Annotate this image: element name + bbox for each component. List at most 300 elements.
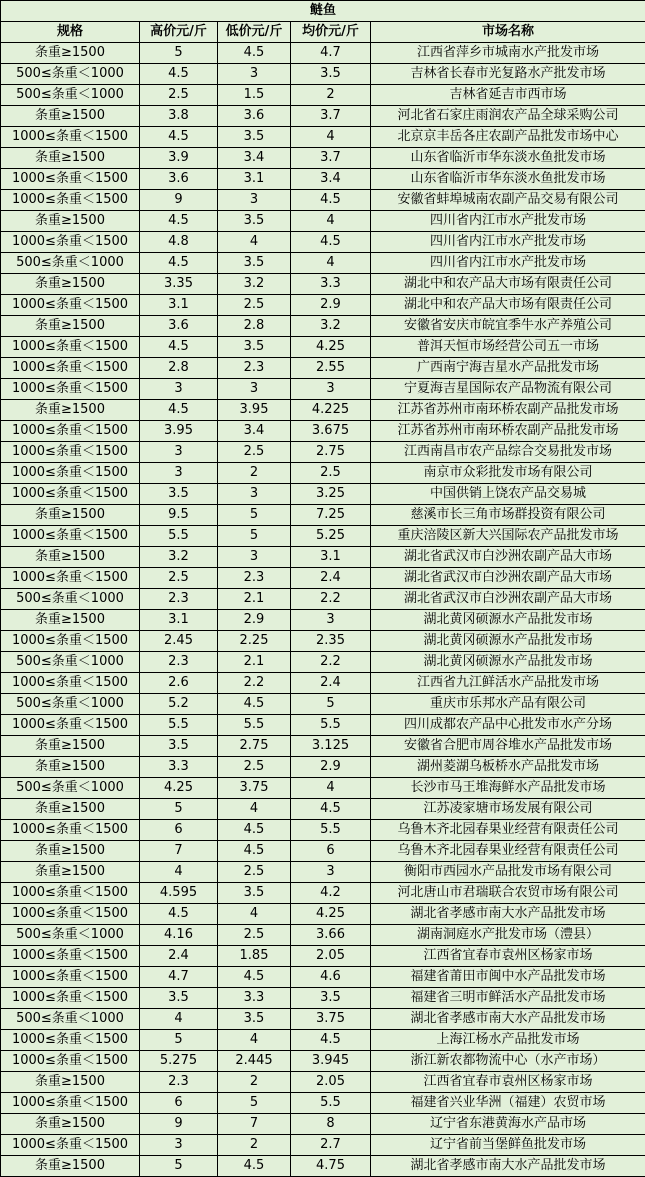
cell-spec: 条重≥1500 bbox=[1, 316, 140, 337]
table-row bbox=[1, 274, 645, 295]
cell-low-price: 5.5 bbox=[218, 715, 291, 736]
cell-high-price: 3.5 bbox=[140, 988, 218, 1009]
cell-high-price: 2.4 bbox=[140, 946, 218, 967]
cell-spec: 500≤条重＜1000 bbox=[1, 778, 140, 799]
cell-low-price: 3.4 bbox=[218, 421, 291, 442]
cell-spec: 500≤条重＜1000 bbox=[1, 589, 140, 610]
cell-market-name: 重庆涪陵区新大兴国际农产品批发市场 bbox=[371, 526, 645, 547]
table-row bbox=[1, 148, 645, 169]
table-row bbox=[1, 505, 645, 526]
cell-avg-price: 4 bbox=[291, 253, 371, 274]
cell-high-price: 6 bbox=[140, 1093, 218, 1114]
table-row bbox=[1, 463, 645, 484]
table-row bbox=[1, 652, 645, 673]
table-row bbox=[1, 862, 645, 883]
table-row bbox=[1, 43, 645, 64]
cell-spec: 1000≤条重＜1500 bbox=[1, 484, 140, 505]
cell-low-price: 5 bbox=[218, 1093, 291, 1114]
cell-low-price: 4 bbox=[218, 904, 291, 925]
cell-spec: 条重≥1500 bbox=[1, 1156, 140, 1177]
cell-market-name: 江西省萍乡市城南水产批发市场 bbox=[371, 43, 645, 64]
cell-market-name: 四川省内江市水产批发市场 bbox=[371, 211, 645, 232]
table-row bbox=[1, 1114, 645, 1135]
cell-low-price: 3 bbox=[218, 484, 291, 505]
cell-avg-price: 5.25 bbox=[291, 526, 371, 547]
cell-low-price: 2 bbox=[218, 1072, 291, 1093]
cell-market-name: 湖北黄冈硕源水产品批发市场 bbox=[371, 610, 645, 631]
cell-spec: 条重≥1500 bbox=[1, 547, 140, 568]
cell-avg-price: 2.5 bbox=[291, 463, 371, 484]
cell-spec: 1000≤条重＜1500 bbox=[1, 988, 140, 1009]
cell-avg-price: 4.25 bbox=[291, 904, 371, 925]
cell-high-price: 3.9 bbox=[140, 148, 218, 169]
table-row bbox=[1, 547, 645, 568]
table-row bbox=[1, 1051, 645, 1072]
cell-low-price: 3.2 bbox=[218, 274, 291, 295]
table-row bbox=[1, 1156, 645, 1177]
header-spec: 规格 bbox=[1, 22, 140, 43]
table-row bbox=[1, 988, 645, 1009]
cell-avg-price: 3.5 bbox=[291, 64, 371, 85]
cell-high-price: 4.5 bbox=[140, 127, 218, 148]
cell-market-name: 湖北省武汉市白沙洲农副产品大市场 bbox=[371, 547, 645, 568]
cell-spec: 条重≥1500 bbox=[1, 211, 140, 232]
cell-high-price: 3.35 bbox=[140, 274, 218, 295]
cell-spec: 1000≤条重＜1500 bbox=[1, 526, 140, 547]
cell-low-price: 2.5 bbox=[218, 757, 291, 778]
cell-market-name: 河北唐山市君瑞联合农贸市场有限公司 bbox=[371, 883, 645, 904]
cell-market-name: 福建省兴业华洲（福建）农贸市场 bbox=[371, 1093, 645, 1114]
cell-high-price: 4.5 bbox=[140, 211, 218, 232]
cell-low-price: 2.1 bbox=[218, 589, 291, 610]
cell-market-name: 四川成都农产品中心批发市水产分场 bbox=[371, 715, 645, 736]
cell-high-price: 5.5 bbox=[140, 715, 218, 736]
cell-spec: 1000≤条重＜1500 bbox=[1, 631, 140, 652]
cell-low-price: 2.75 bbox=[218, 736, 291, 757]
cell-high-price: 4.5 bbox=[140, 400, 218, 421]
title-row bbox=[1, 1, 645, 22]
cell-spec: 500≤条重＜1000 bbox=[1, 652, 140, 673]
cell-low-price: 4 bbox=[218, 232, 291, 253]
cell-low-price: 3.5 bbox=[218, 127, 291, 148]
cell-avg-price: 2.9 bbox=[291, 295, 371, 316]
cell-market-name: 湖州菱湖乌板桥水产品批发市场 bbox=[371, 757, 645, 778]
table-row bbox=[1, 1093, 645, 1114]
cell-spec: 1000≤条重＜1500 bbox=[1, 1093, 140, 1114]
table-row bbox=[1, 442, 645, 463]
cell-market-name: 湖北中和农产品大市场有限责任公司 bbox=[371, 274, 645, 295]
cell-high-price: 2.3 bbox=[140, 1072, 218, 1093]
cell-low-price: 2.3 bbox=[218, 358, 291, 379]
cell-high-price: 9 bbox=[140, 190, 218, 211]
cell-avg-price: 6 bbox=[291, 841, 371, 862]
cell-spec: 1000≤条重＜1500 bbox=[1, 463, 140, 484]
cell-low-price: 3.5 bbox=[218, 337, 291, 358]
cell-high-price: 5.5 bbox=[140, 526, 218, 547]
cell-market-name: 湖南洞庭水产批发市场（澧县） bbox=[371, 925, 645, 946]
cell-spec: 条重≥1500 bbox=[1, 799, 140, 820]
table-row bbox=[1, 358, 645, 379]
cell-spec: 1000≤条重＜1500 bbox=[1, 169, 140, 190]
cell-market-name: 长沙市马王堆海鲜水产品批发市场 bbox=[371, 778, 645, 799]
cell-spec: 1000≤条重＜1500 bbox=[1, 190, 140, 211]
cell-avg-price: 4.6 bbox=[291, 967, 371, 988]
cell-spec: 500≤条重＜1000 bbox=[1, 694, 140, 715]
cell-spec: 500≤条重＜1000 bbox=[1, 253, 140, 274]
cell-spec: 1000≤条重＜1500 bbox=[1, 946, 140, 967]
cell-low-price: 2.5 bbox=[218, 925, 291, 946]
table-row bbox=[1, 1072, 645, 1093]
cell-high-price: 7 bbox=[140, 841, 218, 862]
cell-avg-price: 3.7 bbox=[291, 148, 371, 169]
cell-spec: 500≤条重＜1000 bbox=[1, 85, 140, 106]
cell-spec: 1000≤条重＜1500 bbox=[1, 904, 140, 925]
cell-low-price: 3.3 bbox=[218, 988, 291, 1009]
cell-avg-price: 5.5 bbox=[291, 820, 371, 841]
cell-avg-price: 4.2 bbox=[291, 883, 371, 904]
cell-spec: 1000≤条重＜1500 bbox=[1, 337, 140, 358]
table-row bbox=[1, 421, 645, 442]
cell-low-price: 2.9 bbox=[218, 610, 291, 631]
cell-spec: 条重≥1500 bbox=[1, 274, 140, 295]
cell-avg-price: 5.5 bbox=[291, 1093, 371, 1114]
cell-spec: 条重≥1500 bbox=[1, 400, 140, 421]
cell-low-price: 2.25 bbox=[218, 631, 291, 652]
table-row bbox=[1, 295, 645, 316]
cell-market-name: 湖北黄冈硕源水产品批发市场 bbox=[371, 652, 645, 673]
cell-avg-price: 2.7 bbox=[291, 1135, 371, 1156]
cell-low-price: 4.5 bbox=[218, 694, 291, 715]
cell-high-price: 5.275 bbox=[140, 1051, 218, 1072]
cell-low-price: 5 bbox=[218, 526, 291, 547]
cell-market-name: 福建省莆田市闽中水产品批发市场 bbox=[371, 967, 645, 988]
cell-avg-price: 4 bbox=[291, 211, 371, 232]
cell-market-name: 吉林省延吉市西市场 bbox=[371, 85, 645, 106]
cell-low-price: 4.5 bbox=[218, 1156, 291, 1177]
cell-spec: 1000≤条重＜1500 bbox=[1, 1135, 140, 1156]
cell-avg-price: 4 bbox=[291, 127, 371, 148]
cell-market-name: 吉林省长春市光复路水产批发市场 bbox=[371, 64, 645, 85]
cell-avg-price: 2.05 bbox=[291, 946, 371, 967]
cell-high-price: 3 bbox=[140, 379, 218, 400]
cell-low-price: 4.5 bbox=[218, 841, 291, 862]
cell-high-price: 2.6 bbox=[140, 673, 218, 694]
cell-high-price: 2.8 bbox=[140, 358, 218, 379]
table-row bbox=[1, 799, 645, 820]
cell-low-price: 2.3 bbox=[218, 568, 291, 589]
cell-low-price: 1.5 bbox=[218, 85, 291, 106]
cell-market-name: 江苏省苏州市南环桥农副产品批发市场 bbox=[371, 400, 645, 421]
cell-high-price: 3.5 bbox=[140, 736, 218, 757]
cell-avg-price: 5.5 bbox=[291, 715, 371, 736]
cell-spec: 条重≥1500 bbox=[1, 1114, 140, 1135]
cell-low-price: 3.1 bbox=[218, 169, 291, 190]
table-row bbox=[1, 925, 645, 946]
table-row bbox=[1, 568, 645, 589]
cell-high-price: 3.5 bbox=[140, 484, 218, 505]
cell-market-name: 湖北省孝感市南大水产品批发市场 bbox=[371, 1156, 645, 1177]
cell-low-price: 3 bbox=[218, 190, 291, 211]
table-row bbox=[1, 610, 645, 631]
cell-low-price: 1.85 bbox=[218, 946, 291, 967]
cell-high-price: 6 bbox=[140, 820, 218, 841]
cell-market-name: 湖北省孝感市南大水产品批发市场 bbox=[371, 1009, 645, 1030]
cell-market-name: 四川省内江市水产批发市场 bbox=[371, 232, 645, 253]
cell-spec: 条重≥1500 bbox=[1, 148, 140, 169]
cell-high-price: 3.8 bbox=[140, 106, 218, 127]
cell-spec: 1000≤条重＜1500 bbox=[1, 568, 140, 589]
cell-low-price: 3 bbox=[218, 64, 291, 85]
cell-market-name: 中国供销上饶农产品交易城 bbox=[371, 484, 645, 505]
cell-high-price: 2.5 bbox=[140, 568, 218, 589]
cell-avg-price: 2.2 bbox=[291, 652, 371, 673]
cell-high-price: 3.1 bbox=[140, 295, 218, 316]
cell-low-price: 3.75 bbox=[218, 778, 291, 799]
cell-avg-price: 4.5 bbox=[291, 1030, 371, 1051]
table-row bbox=[1, 169, 645, 190]
cell-avg-price: 3.1 bbox=[291, 547, 371, 568]
cell-low-price: 2 bbox=[218, 463, 291, 484]
cell-market-name: 湖北省武汉市白沙洲农副产品大市场 bbox=[371, 568, 645, 589]
cell-spec: 条重≥1500 bbox=[1, 106, 140, 127]
cell-low-price: 4.5 bbox=[218, 820, 291, 841]
cell-low-price: 3.95 bbox=[218, 400, 291, 421]
table-row bbox=[1, 253, 645, 274]
cell-spec: 1000≤条重＜1500 bbox=[1, 883, 140, 904]
cell-market-name: 重庆市乐邦水产品有限公司 bbox=[371, 694, 645, 715]
cell-avg-price: 4 bbox=[291, 778, 371, 799]
cell-high-price: 2.3 bbox=[140, 652, 218, 673]
cell-high-price: 5 bbox=[140, 43, 218, 64]
cell-avg-price: 3.3 bbox=[291, 274, 371, 295]
cell-market-name: 广西南宁海吉星水产品批发市场 bbox=[371, 358, 645, 379]
cell-high-price: 4.25 bbox=[140, 778, 218, 799]
header-market-name: 市场名称 bbox=[371, 22, 645, 43]
cell-high-price: 4.7 bbox=[140, 967, 218, 988]
cell-avg-price: 3.4 bbox=[291, 169, 371, 190]
cell-avg-price: 2.55 bbox=[291, 358, 371, 379]
table-row bbox=[1, 715, 645, 736]
cell-avg-price: 2.05 bbox=[291, 1072, 371, 1093]
cell-spec: 1000≤条重＜1500 bbox=[1, 1051, 140, 1072]
cell-market-name: 南京市众彩批发市场有限公司 bbox=[371, 463, 645, 484]
cell-spec: 条重≥1500 bbox=[1, 610, 140, 631]
table-row bbox=[1, 967, 645, 988]
table-title: 鲢鱼 bbox=[1, 1, 645, 22]
table-row bbox=[1, 1135, 645, 1156]
cell-avg-price: 3 bbox=[291, 379, 371, 400]
table-row bbox=[1, 589, 645, 610]
cell-low-price: 2.5 bbox=[218, 295, 291, 316]
cell-high-price: 2.45 bbox=[140, 631, 218, 652]
cell-low-price: 2.1 bbox=[218, 652, 291, 673]
cell-high-price: 4 bbox=[140, 1009, 218, 1030]
cell-spec: 1000≤条重＜1500 bbox=[1, 127, 140, 148]
cell-high-price: 5.2 bbox=[140, 694, 218, 715]
cell-high-price: 3.6 bbox=[140, 169, 218, 190]
cell-market-name: 安徽省安庆市皖宜季牛水产养殖公司 bbox=[371, 316, 645, 337]
cell-low-price: 2.445 bbox=[218, 1051, 291, 1072]
table-row bbox=[1, 232, 645, 253]
cell-spec: 1000≤条重＜1500 bbox=[1, 967, 140, 988]
table-row bbox=[1, 337, 645, 358]
cell-high-price: 4.5 bbox=[140, 337, 218, 358]
cell-spec: 500≤条重＜1000 bbox=[1, 1009, 140, 1030]
cell-avg-price: 3.75 bbox=[291, 1009, 371, 1030]
cell-spec: 1000≤条重＜1500 bbox=[1, 673, 140, 694]
cell-avg-price: 3.5 bbox=[291, 988, 371, 1009]
cell-high-price: 3.2 bbox=[140, 547, 218, 568]
cell-avg-price: 3.7 bbox=[291, 106, 371, 127]
cell-low-price: 2 bbox=[218, 1135, 291, 1156]
cell-high-price: 3 bbox=[140, 463, 218, 484]
cell-spec: 1000≤条重＜1500 bbox=[1, 358, 140, 379]
cell-high-price: 4.5 bbox=[140, 253, 218, 274]
table-row bbox=[1, 694, 645, 715]
cell-market-name: 江西省九江鲜活水产品批发市场 bbox=[371, 673, 645, 694]
cell-market-name: 辽宁省前当堡鲜鱼批发市场 bbox=[371, 1135, 645, 1156]
cell-high-price: 5 bbox=[140, 799, 218, 820]
cell-avg-price: 3.125 bbox=[291, 736, 371, 757]
cell-avg-price: 4.5 bbox=[291, 190, 371, 211]
cell-spec: 1000≤条重＜1500 bbox=[1, 421, 140, 442]
cell-high-price: 2.3 bbox=[140, 589, 218, 610]
cell-spec: 1000≤条重＜1500 bbox=[1, 820, 140, 841]
cell-spec: 1000≤条重＜1500 bbox=[1, 295, 140, 316]
table-row bbox=[1, 946, 645, 967]
cell-market-name: 江西省宜春市袁州区杨家市场 bbox=[371, 946, 645, 967]
cell-high-price: 3.95 bbox=[140, 421, 218, 442]
cell-high-price: 9.5 bbox=[140, 505, 218, 526]
cell-market-name: 河北省石家庄雨润农产品全球采购公司 bbox=[371, 106, 645, 127]
cell-market-name: 江西省宜春市袁州区杨家市场 bbox=[371, 1072, 645, 1093]
cell-low-price: 4.5 bbox=[218, 43, 291, 64]
cell-market-name: 四川省内江市水产批发市场 bbox=[371, 253, 645, 274]
cell-spec: 条重≥1500 bbox=[1, 505, 140, 526]
cell-avg-price: 3.675 bbox=[291, 421, 371, 442]
cell-market-name: 安徽省蚌埠城南农副产品交易有限公司 bbox=[371, 190, 645, 211]
cell-high-price: 5 bbox=[140, 1030, 218, 1051]
cell-low-price: 3 bbox=[218, 379, 291, 400]
cell-spec: 条重≥1500 bbox=[1, 1072, 140, 1093]
cell-avg-price: 4.5 bbox=[291, 232, 371, 253]
table-row bbox=[1, 841, 645, 862]
header-high-price: 高价元/斤 bbox=[140, 22, 218, 43]
cell-avg-price: 3.945 bbox=[291, 1051, 371, 1072]
cell-market-name: 乌鲁木齐北园春果业经营有限责任公司 bbox=[371, 841, 645, 862]
table-row bbox=[1, 484, 645, 505]
cell-low-price: 2.8 bbox=[218, 316, 291, 337]
cell-high-price: 3 bbox=[140, 442, 218, 463]
cell-low-price: 7 bbox=[218, 1114, 291, 1135]
cell-spec: 条重≥1500 bbox=[1, 862, 140, 883]
cell-avg-price: 4.225 bbox=[291, 400, 371, 421]
cell-market-name: 浙江新农都物流中心（水产市场） bbox=[371, 1051, 645, 1072]
cell-avg-price: 2.75 bbox=[291, 442, 371, 463]
cell-high-price: 4.5 bbox=[140, 904, 218, 925]
cell-avg-price: 2.4 bbox=[291, 673, 371, 694]
table-row bbox=[1, 85, 645, 106]
table-row bbox=[1, 757, 645, 778]
cell-spec: 1000≤条重＜1500 bbox=[1, 1030, 140, 1051]
cell-low-price: 2.2 bbox=[218, 673, 291, 694]
cell-high-price: 9 bbox=[140, 1114, 218, 1135]
cell-market-name: 乌鲁木齐北园春果业经营有限责任公司 bbox=[371, 820, 645, 841]
cell-spec: 条重≥1500 bbox=[1, 841, 140, 862]
cell-high-price: 3.1 bbox=[140, 610, 218, 631]
cell-avg-price: 7.25 bbox=[291, 505, 371, 526]
cell-market-name: 湖北省武汉市白沙洲农副产品大市场 bbox=[371, 589, 645, 610]
cell-market-name: 普洱天恒市场经营公司五一市场 bbox=[371, 337, 645, 358]
cell-high-price: 4.8 bbox=[140, 232, 218, 253]
table-row bbox=[1, 883, 645, 904]
cell-spec: 1000≤条重＜1500 bbox=[1, 715, 140, 736]
cell-market-name: 山东省临沂市华东淡水鱼批发市场 bbox=[371, 148, 645, 169]
header-low-price: 低价元/斤 bbox=[218, 22, 291, 43]
cell-avg-price: 3 bbox=[291, 862, 371, 883]
table-row bbox=[1, 316, 645, 337]
cell-low-price: 3.5 bbox=[218, 253, 291, 274]
table-row bbox=[1, 211, 645, 232]
table-row bbox=[1, 190, 645, 211]
table-row bbox=[1, 736, 645, 757]
table-row bbox=[1, 400, 645, 421]
table-body bbox=[1, 43, 645, 1177]
cell-avg-price: 2.2 bbox=[291, 589, 371, 610]
cell-high-price: 4 bbox=[140, 862, 218, 883]
cell-avg-price: 3.66 bbox=[291, 925, 371, 946]
cell-low-price: 3.6 bbox=[218, 106, 291, 127]
cell-low-price: 4 bbox=[218, 1030, 291, 1051]
cell-spec: 1000≤条重＜1500 bbox=[1, 232, 140, 253]
cell-avg-price: 2 bbox=[291, 85, 371, 106]
table-row bbox=[1, 526, 645, 547]
cell-high-price: 4.595 bbox=[140, 883, 218, 904]
cell-high-price: 2.5 bbox=[140, 85, 218, 106]
cell-market-name: 衡阳市西园水产品批发市场有限公司 bbox=[371, 862, 645, 883]
table-row bbox=[1, 904, 645, 925]
cell-spec: 500≤条重＜1000 bbox=[1, 925, 140, 946]
header-row bbox=[1, 22, 645, 43]
cell-avg-price: 4.75 bbox=[291, 1156, 371, 1177]
cell-market-name: 辽宁省东港黄海水产品市场 bbox=[371, 1114, 645, 1135]
cell-market-name: 安徽省合肥市周谷堆水产品批发市场 bbox=[371, 736, 645, 757]
cell-high-price: 3.6 bbox=[140, 316, 218, 337]
cell-low-price: 4.5 bbox=[218, 967, 291, 988]
cell-high-price: 5 bbox=[140, 1156, 218, 1177]
cell-low-price: 3 bbox=[218, 547, 291, 568]
header-avg-price: 均价元/斤 bbox=[291, 22, 371, 43]
cell-low-price: 4 bbox=[218, 799, 291, 820]
cell-market-name: 江苏凌家塘市场发展有限公司 bbox=[371, 799, 645, 820]
cell-spec: 条重≥1500 bbox=[1, 757, 140, 778]
table-row bbox=[1, 673, 645, 694]
cell-high-price: 4.16 bbox=[140, 925, 218, 946]
table-row bbox=[1, 64, 645, 85]
cell-low-price: 3.5 bbox=[218, 211, 291, 232]
cell-avg-price: 3.2 bbox=[291, 316, 371, 337]
cell-market-name: 宁夏海吉星国际农产品物流有限公司 bbox=[371, 379, 645, 400]
cell-low-price: 2.5 bbox=[218, 862, 291, 883]
cell-market-name: 江苏省苏州市南环桥农副产品批发市场 bbox=[371, 421, 645, 442]
cell-avg-price: 4.7 bbox=[291, 43, 371, 64]
table-row bbox=[1, 631, 645, 652]
cell-high-price: 3.3 bbox=[140, 757, 218, 778]
table-row bbox=[1, 1009, 645, 1030]
cell-avg-price: 2.35 bbox=[291, 631, 371, 652]
cell-spec: 条重≥1500 bbox=[1, 736, 140, 757]
cell-avg-price: 2.4 bbox=[291, 568, 371, 589]
